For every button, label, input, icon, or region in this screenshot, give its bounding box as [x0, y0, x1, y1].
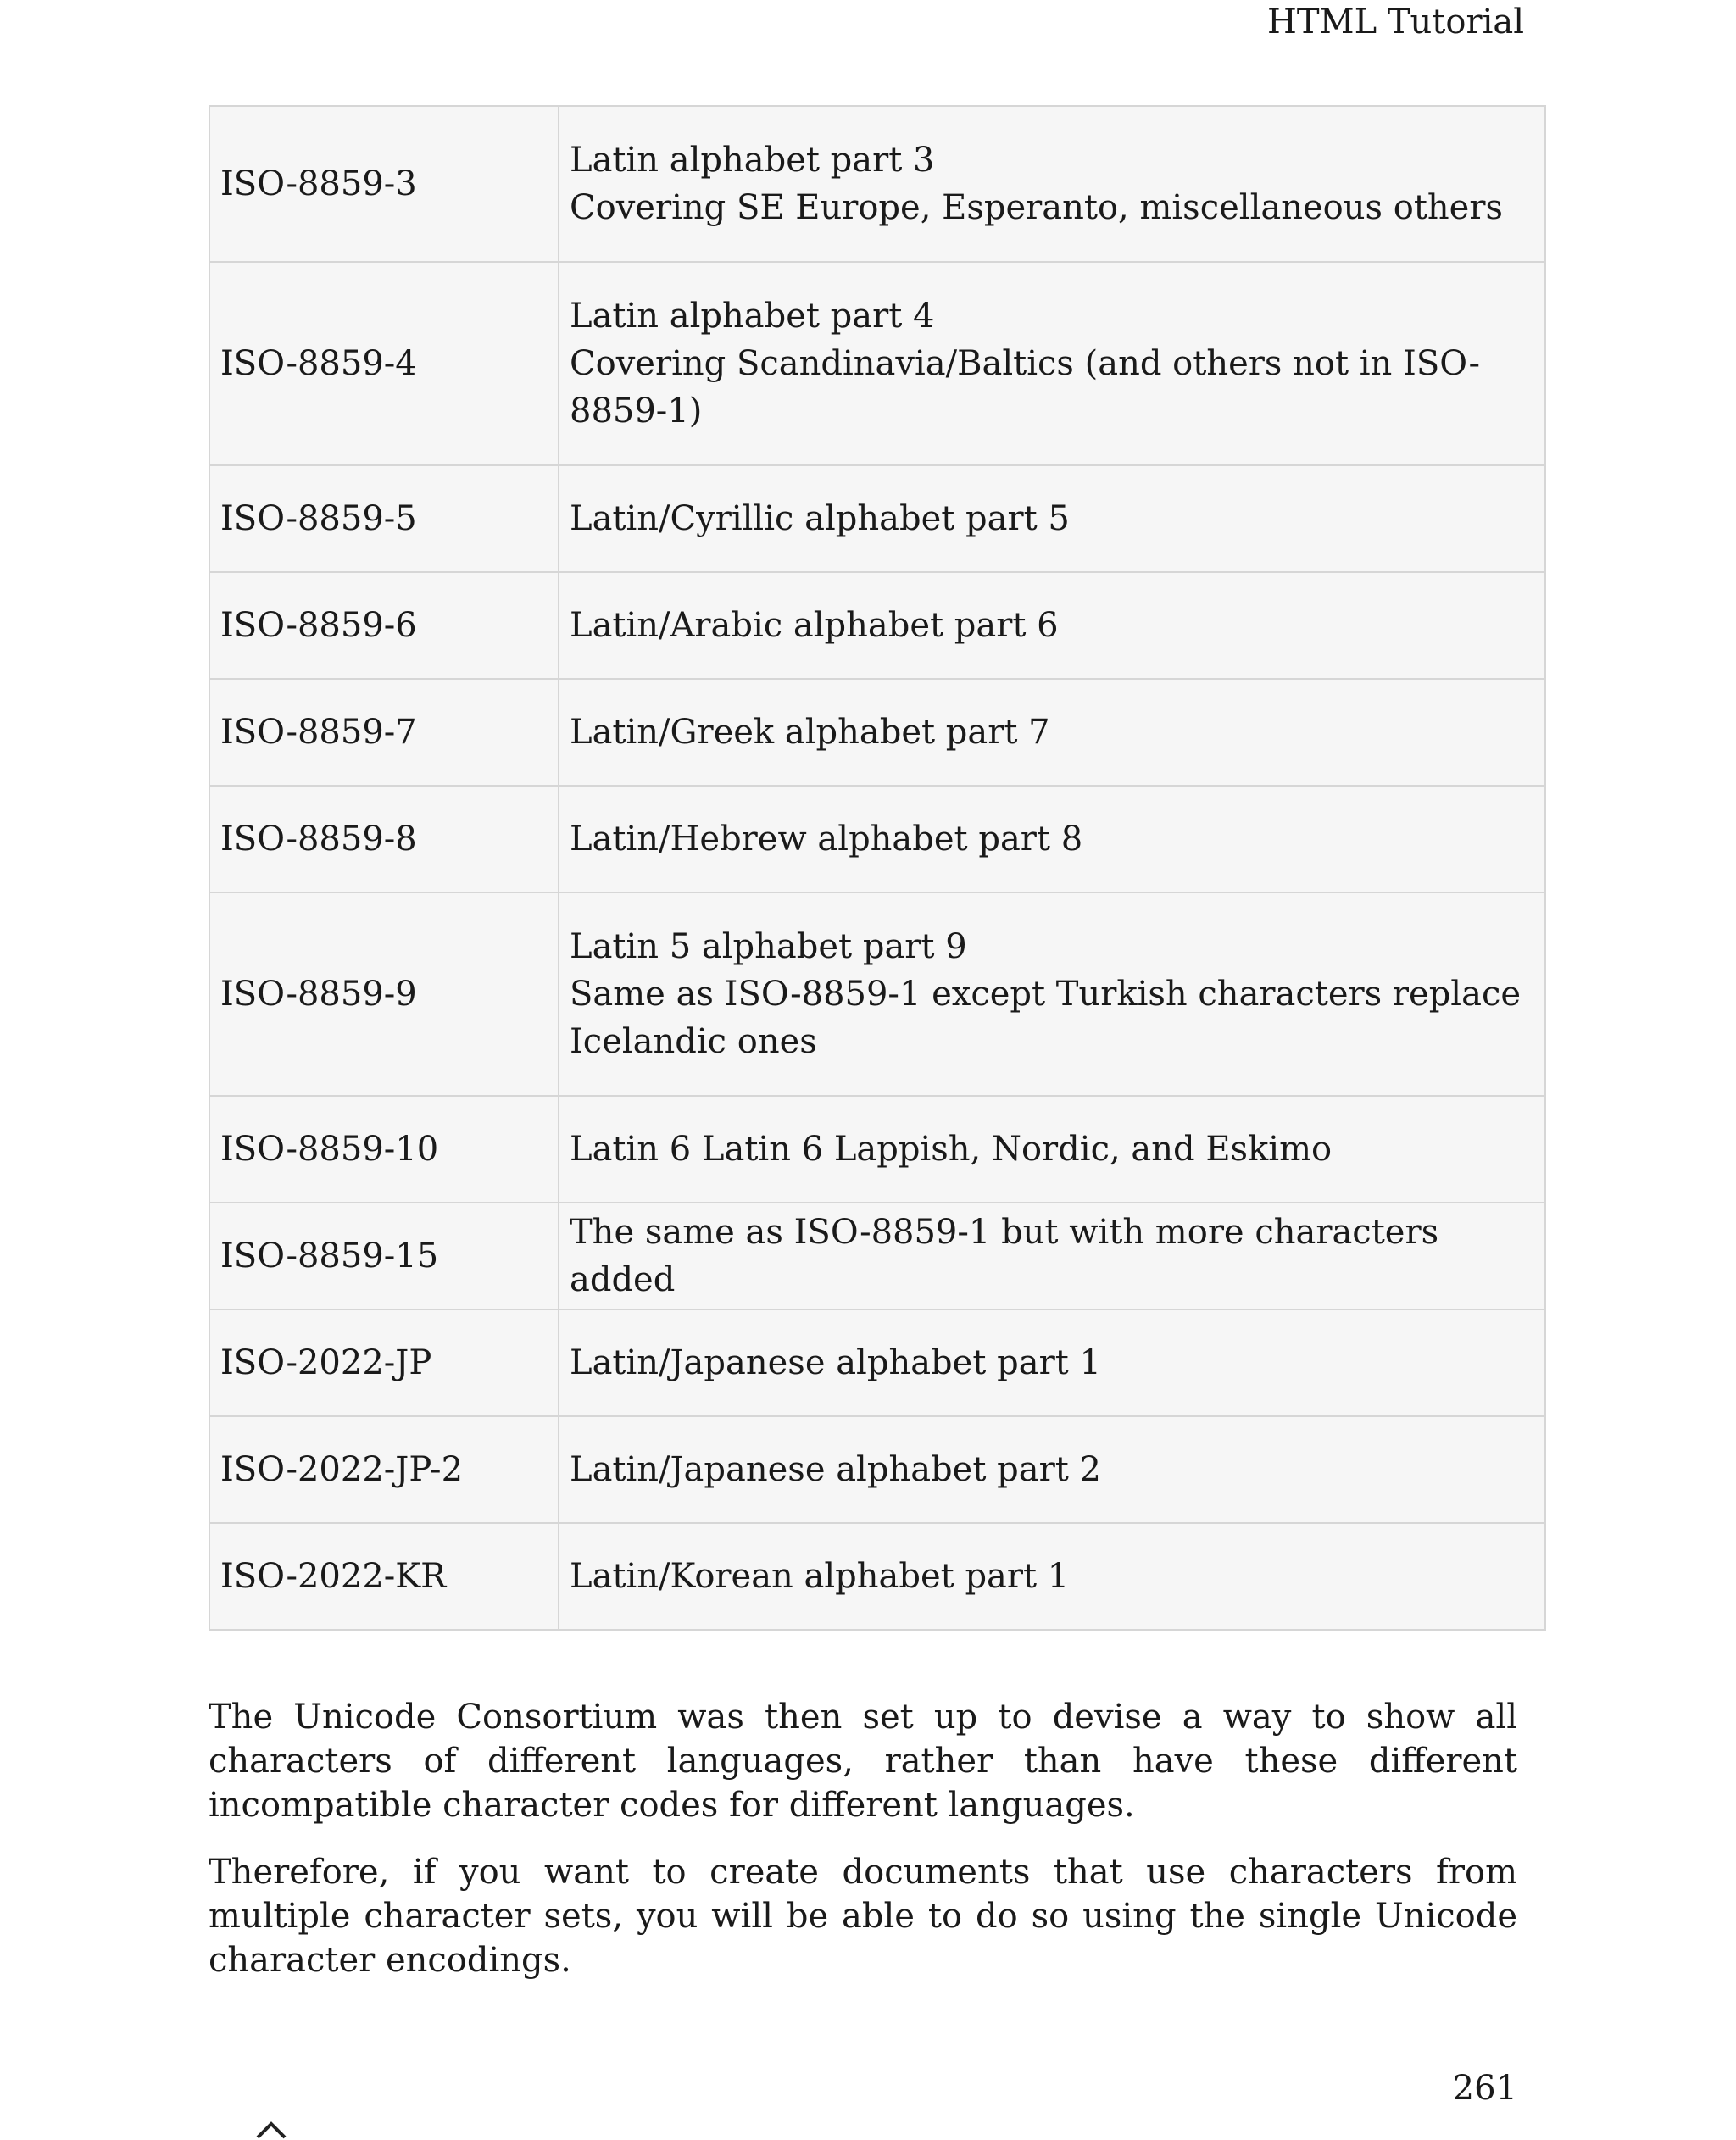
description-line: Latin/Greek alphabet part 7 [570, 713, 1050, 752]
chevron-up-icon[interactable] [254, 2119, 288, 2140]
charset-code: ISO-8859-7 [209, 679, 559, 786]
charset-code: ISO-2022-KR [209, 1523, 559, 1630]
description-line: Covering Scandinavia/Baltics (and others not in ISO-8859-1) [570, 344, 1481, 431]
charset-code: ISO-8859-3 [209, 106, 559, 262]
description-line: The same as ISO-8859-1 but with more characters added [570, 1213, 1439, 1299]
charset-code: ISO-2022-JP [209, 1309, 559, 1416]
description-line: Latin/Korean alphabet part 1 [570, 1557, 1070, 1596]
charset-table [209, 105, 1546, 1631]
description-line: Same as ISO-8859-1 except Turkish characters replace Icelandic ones [570, 975, 1522, 1061]
description-line: Latin/Hebrew alphabet part 8 [570, 820, 1083, 859]
description-line: Latin/Japanese alphabet part 2 [570, 1450, 1101, 1489]
charset-description [559, 892, 1545, 1096]
charset-description [559, 465, 1545, 572]
charset-code: ISO-8859-4 [209, 262, 559, 465]
running-header: HTML Tutorial [1267, 3, 1524, 42]
charset-description [559, 1416, 1545, 1523]
body-paragraph-unicode-encodings: Therefore, if you want to create documents that use characters from multiple character sets, you will be able to do so using the single Unicode character encodings. [209, 1853, 1517, 1980]
table-row [209, 786, 1545, 892]
description-line: Latin alphabet part 3 [570, 141, 935, 180]
charset-code: ISO-8859-9 [209, 892, 559, 1096]
charset-description [559, 1096, 1545, 1203]
charset-code: ISO-8859-10 [209, 1096, 559, 1203]
description-line: Latin/Japanese alphabet part 1 [570, 1343, 1101, 1382]
charset-description [559, 1523, 1545, 1630]
charset-description [559, 262, 1545, 465]
charset-description [559, 1203, 1545, 1309]
charset-code: ISO-8859-8 [209, 786, 559, 892]
table-row [209, 1203, 1545, 1309]
charset-description [559, 786, 1545, 892]
table-row [209, 1096, 1545, 1203]
charset-code: ISO-2022-JP-2 [209, 1416, 559, 1523]
description-line: Latin/Arabic alphabet part 6 [570, 606, 1059, 645]
charset-description [559, 572, 1545, 679]
table-row [209, 262, 1545, 465]
charset-description [559, 1309, 1545, 1416]
description-line: Latin 6 Latin 6 Lappish, Nordic, and Eskimo [570, 1130, 1333, 1169]
charset-description [559, 106, 1545, 262]
table-row [209, 892, 1545, 1096]
charset-code: ISO-8859-5 [209, 465, 559, 572]
body-paragraph-unicode-consortium: The Unicode Consortium was then set up to devise a way to show all characters of different languages, rather than have these different incompatible character codes for different languages. [209, 1698, 1517, 1825]
charset-code: ISO-8859-6 [209, 572, 559, 679]
table-row [209, 572, 1545, 679]
table-row [209, 106, 1545, 262]
description-line: Latin alphabet part 4 [570, 297, 935, 336]
page-number: 261 [1452, 2069, 1517, 2108]
description-line: Latin/Cyrillic alphabet part 5 [570, 499, 1070, 538]
table-row [209, 1309, 1545, 1416]
table-row [209, 679, 1545, 786]
description-line: Covering SE Europe, Esperanto, miscellaneous others [570, 188, 1503, 227]
charset-description [559, 679, 1545, 786]
table-row [209, 1523, 1545, 1630]
charset-code: ISO-8859-15 [209, 1203, 559, 1309]
table-row [209, 465, 1545, 572]
description-line: Latin 5 alphabet part 9 [570, 927, 967, 966]
table-row [209, 1416, 1545, 1523]
